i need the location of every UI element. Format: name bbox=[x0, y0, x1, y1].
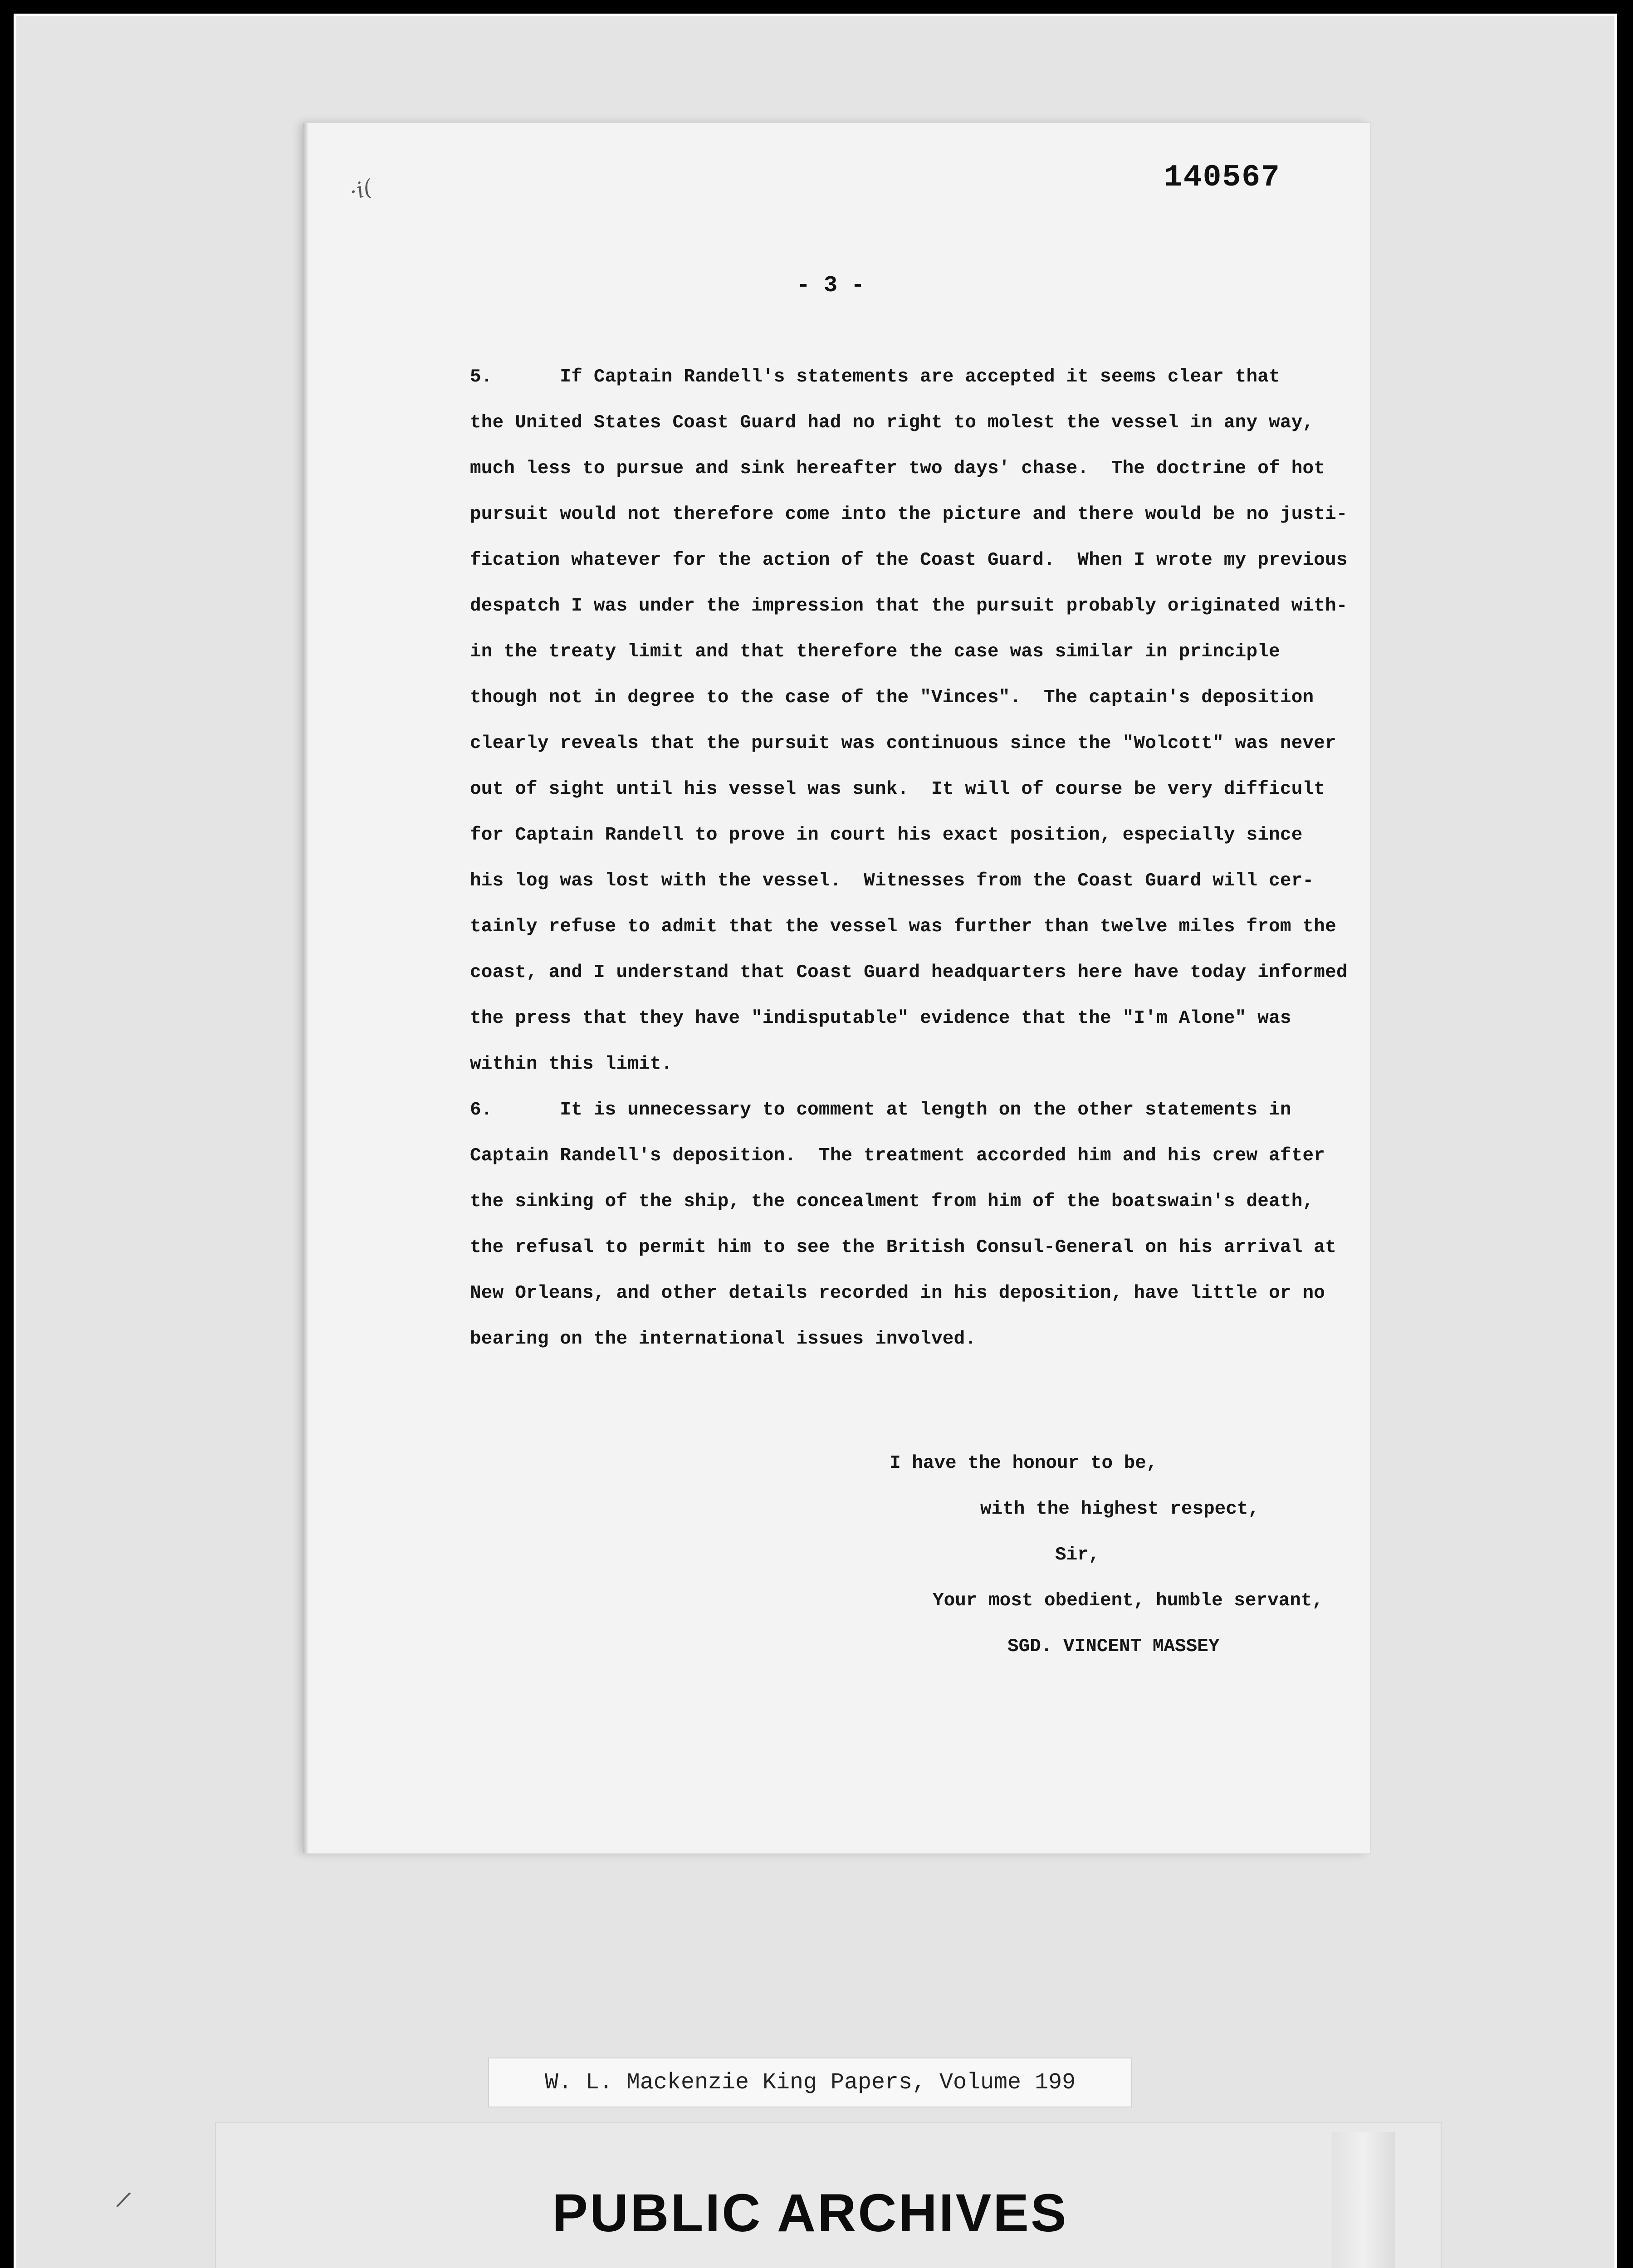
collection-label: W. L. Mackenzie King Papers, Volume 199 bbox=[488, 2058, 1132, 2107]
body-line: Captain Randell's deposition. The treatment accorded him and his crew after bbox=[470, 1145, 1325, 1166]
body-line: for Captain Randell to prove in court his exact position, especially since bbox=[470, 825, 1303, 846]
page-number: - 3 - bbox=[797, 273, 865, 298]
signature: SGD. VINCENT MASSEY bbox=[1007, 1636, 1220, 1657]
body-line: 5. If Captain Randell's statements are accepted it seems clear that bbox=[470, 367, 1280, 387]
body-line: in the treaty limit and that therefore the case was similar in principle bbox=[470, 641, 1280, 662]
body-line: the refusal to permit him to see the British Consul-General on his arrival at bbox=[470, 1237, 1336, 1258]
closing-respect: with the highest respect, bbox=[980, 1499, 1260, 1520]
archives-stamp bbox=[216, 2123, 1441, 2268]
closing-servant: Your most obedient, humble servant, bbox=[933, 1590, 1324, 1611]
body-line: within this limit. bbox=[470, 1054, 673, 1075]
body-line: despatch I was under the impression that the pursuit probably originated with- bbox=[470, 596, 1348, 616]
handwritten-mark: ·i( bbox=[347, 175, 375, 205]
body-line: 6. It is unnecessary to comment at length on the other statements in bbox=[470, 1100, 1291, 1120]
body-line: tainly refuse to admit that the vessel was further than twelve miles from the bbox=[470, 916, 1336, 937]
body-line: the press that they have "indisputable" evidence that the "I'm Alone" was bbox=[470, 1008, 1291, 1029]
stamp-public-archives: PUBLIC ARCHIVES bbox=[552, 2183, 1068, 2243]
body-line: the sinking of the ship, the concealment from him of the boatswain's death, bbox=[470, 1191, 1314, 1212]
document-number: 140567 bbox=[1164, 160, 1281, 195]
body-line: much less to pursue and sink hereafter two days' chase. The doctrine of hot bbox=[470, 458, 1325, 479]
body-line: bearing on the international issues involved. bbox=[470, 1329, 977, 1349]
closing-honour: I have the honour to be, bbox=[890, 1453, 1158, 1474]
margin-mark: / bbox=[113, 2188, 133, 2216]
body-line: pursuit would not therefore come into the picture and there would be no justi- bbox=[470, 504, 1348, 525]
body-line: coast, and I understand that Coast Guard headquarters here have today informed bbox=[470, 962, 1348, 983]
body-line: the United States Coast Guard had no right to molest the vessel in any way, bbox=[470, 412, 1314, 433]
body-line: clearly reveals that the pursuit was continuous since the "Wolcott" was never bbox=[470, 733, 1336, 754]
letter-page bbox=[307, 123, 1370, 1853]
body-line: fication whatever for the action of the Coast Guard. When I wrote my previous bbox=[470, 550, 1348, 571]
body-line: his log was lost with the vessel. Witnesses from the Coast Guard will cer- bbox=[470, 870, 1314, 891]
body-line: New Orleans, and other details recorded in his deposition, have little or no bbox=[470, 1283, 1325, 1304]
closing-salutation: Sir, bbox=[1055, 1545, 1100, 1565]
letter-body bbox=[470, 354, 1377, 1362]
body-line: though not in degree to the case of the "Vinces". The captain's deposition bbox=[470, 687, 1314, 708]
body-line: out of sight until his vessel was sunk. It will of course be very difficult bbox=[470, 779, 1325, 800]
microfilm-frame bbox=[14, 14, 1617, 2268]
